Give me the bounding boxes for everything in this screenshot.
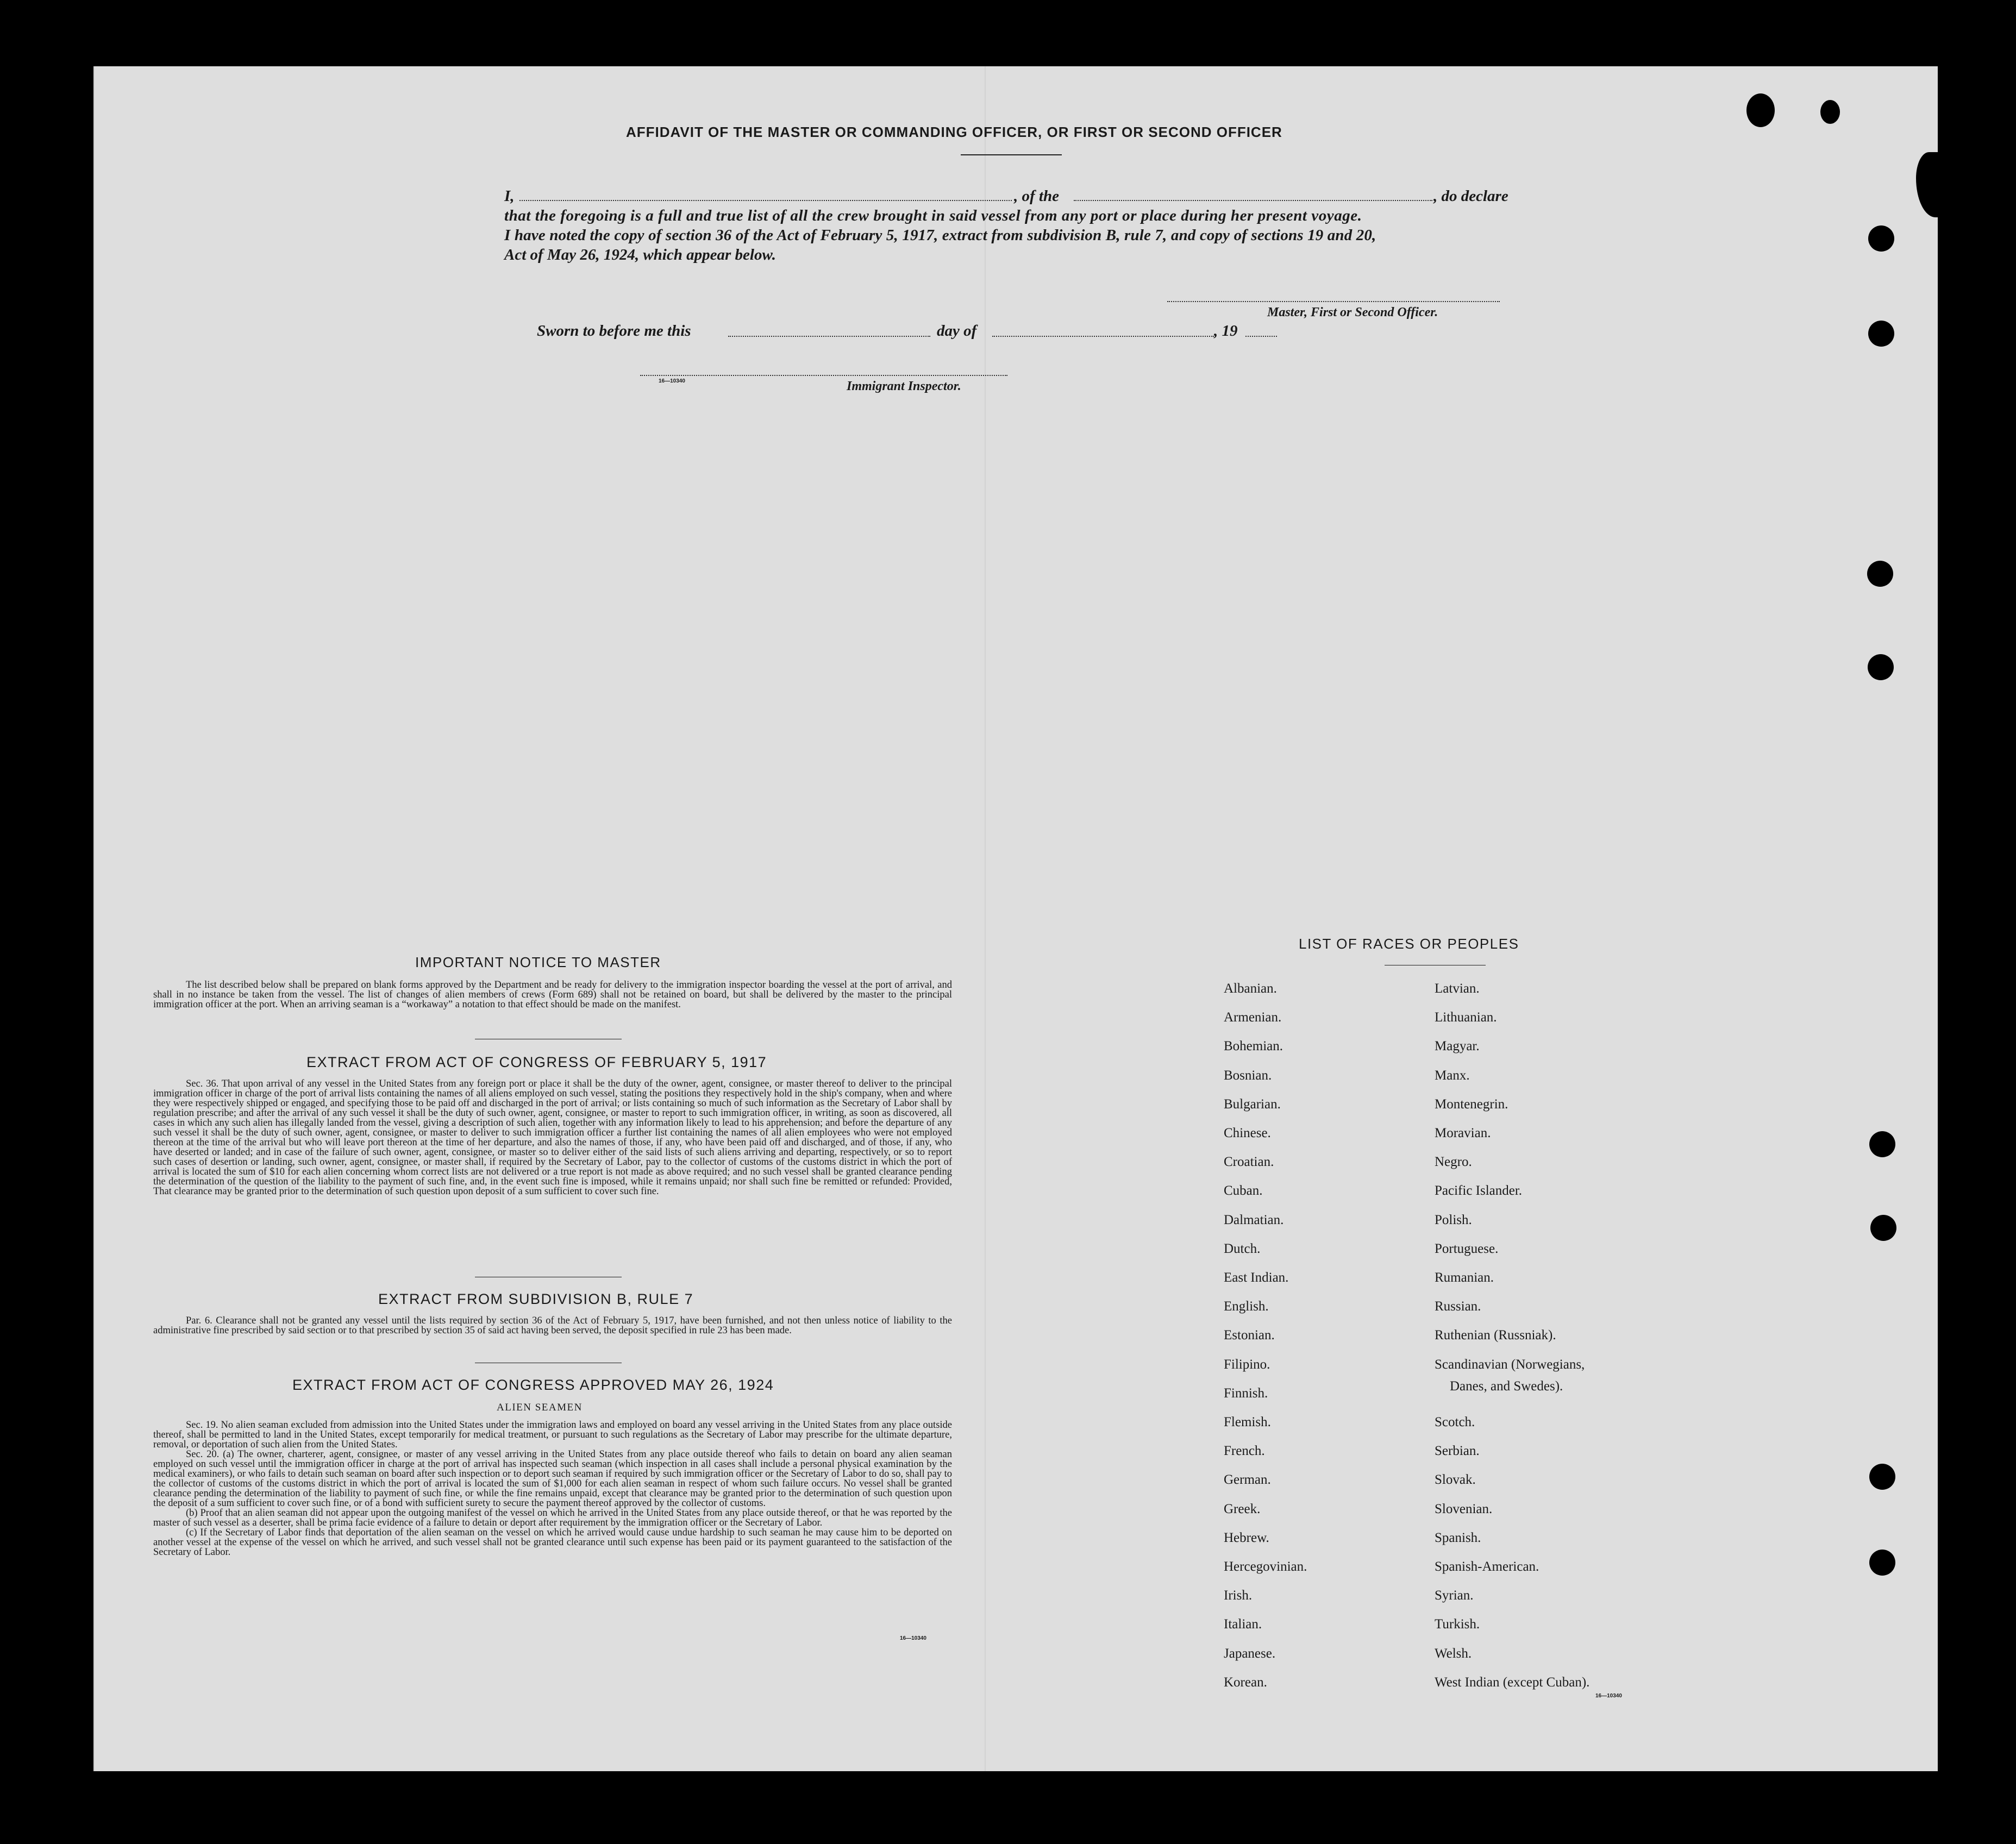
race-item: Slovenian. (1435, 1501, 1493, 1516)
section-20c-paragraph: (c) If the Secretary of Labor finds that deportation of the alien seaman on the vessel on which he arrived would cause undue hardship to such seaman he may cause him to be deported on another vessel at the expense of the vessel on which he arrived, and such vessel shall not be granted clearance until such expense has been paid or its payment guaranteed to the satisfaction of the Secretary of Labor. (153, 1527, 952, 1558)
race-item: Serbian. (1435, 1444, 1480, 1459)
extract-form-number: 16—10340 (900, 1635, 926, 1641)
race-item: Korean. (1224, 1674, 1267, 1690)
punch-hole (1867, 561, 1893, 587)
year-prefix: , 19 (1214, 322, 1238, 340)
race-item: Bohemian. (1224, 1039, 1284, 1054)
race-item: Ruthenian (Russniak). (1435, 1328, 1556, 1343)
race-item: Spanish. (1435, 1530, 1481, 1545)
master-signature-label: Master, First or Second Officer. (1267, 305, 1438, 319)
race-item: Negro. (1435, 1155, 1472, 1170)
punch-hole (1868, 654, 1894, 680)
race-item: Dalmatian. (1224, 1212, 1284, 1227)
name-blank (519, 200, 1012, 201)
race-item: Manx. (1435, 1068, 1470, 1083)
race-item: Bosnian. (1224, 1068, 1272, 1083)
section-36-paragraph: Sec. 36. That upon arrival of any vessel in the United States from any foreign port or place it shall be the duty of the owner, agent, consignee, or master thereof to deliver to the principal immigration officer in charge of the port of arrival lists containing the names of all aliens employed on such vessel, stating the positions they respectively hold in the ship's company, when and where they were respectively shipped or engaged, and specifying those to be paid off and discharged in the port of arrival; or lists containing so much of such information as the Secretary of Labor shall by regulation prescribe; and after the arrival of any such vessel it shall be the duty of such owner, agent, consignee, or master to report to such immigration officer, in writing, as soon as discovered, all cases in which any such alien has illegally landed from the vessel, giving a description of such alien, together with any information likely to lead to his apprehension; and before the departure of any such vessel it shall be the duty of such owner, agent, consignee, or master to deliver to such immigration officer a further list containing the names of all alien employees who were not employed thereon at the time of the arrival but who will leave port thereon at the time of her departure, and also the names of those, if any, who have been paid off and discharged, and of those, if any, who have deserted or landed; and in case of the failure of such owner, agent, consignee, or master so to deliver either of the said lists of such aliens arriving and departing, respectively, or so to report such cases of desertion or landing, such owner, agent, consignee, or master shall, if required by the Secretary of Labor, pay to the collector of customs of the customs district in which the port of arrival is located the sum of $10 for each alien concerning whom correct lists are not delivered or a true report is not made as above required; and no such vessel shall be granted clearance pending the determination of the question of the liability to the payment of such fine, and, in the event such fine is imposed, while it remains unpaid; nor shall such fine be remitted or refunded: Provided, That clearance may be granted prior to the determination of such question upon deposit of a sum sufficient to cover such fine. (153, 1078, 952, 1197)
race-item: Japanese. (1224, 1646, 1276, 1661)
race-item: Portuguese. (1435, 1241, 1499, 1256)
affidavit-line-4: Act of May 26, 1924, which appear below. (504, 246, 776, 264)
race-item: Spanish-American. (1435, 1559, 1539, 1574)
race-item: Croatian. (1224, 1155, 1274, 1170)
punch-hole (1868, 321, 1894, 347)
race-item: Magyar. (1435, 1039, 1480, 1054)
race-item: Chinese. (1224, 1126, 1271, 1140)
race-item: Greek. (1224, 1501, 1261, 1516)
fold-line (985, 66, 986, 1771)
title-rule (961, 154, 1062, 155)
alien-seamen-subtitle: ALIEN SEAMEN (497, 1402, 583, 1413)
race-item: Finnish. (1224, 1385, 1268, 1401)
sworn-text: Sworn to before me this (537, 322, 691, 340)
race-item: Lithuanian. (1435, 1010, 1497, 1025)
year-blank (1245, 336, 1277, 337)
punch-hole (1868, 225, 1894, 252)
race-item: Filipino. (1224, 1357, 1270, 1372)
vessel-blank (1074, 200, 1432, 201)
notice-text (153, 980, 952, 1009)
affidavit-line-2: that the foregoing is a full and true list of all the crew brought in said vessel from any port or place during her present voyage. (504, 207, 1362, 224)
race-item: Slovak. (1435, 1472, 1476, 1488)
race-item: Albanian. (1224, 981, 1277, 996)
race-item: Turkish. (1435, 1617, 1480, 1632)
affidavit-form-number: 16—10340 (659, 378, 685, 384)
race-item: Bulgarian. (1224, 1096, 1281, 1112)
races-title: LIST OF RACES OR PEOPLES (1299, 936, 1519, 952)
race-item: French. (1224, 1444, 1265, 1459)
race-item: Welsh. (1435, 1646, 1472, 1661)
notice-title: IMPORTANT NOTICE TO MASTER (415, 954, 661, 970)
section-19-paragraph: Sec. 19. No alien seaman excluded from admission into the United States under the immigration laws and employed on board any vessel arriving in the United States from any place outside thereof, shall be permitted to land in the United States, except temporarily for medical treatment, or pursuant to such regulations as the Secretary of Labor may prescribe for the ultimate departure, removal, or deportation of such alien from the United States. (153, 1420, 952, 1450)
section-20b-paragraph: (b) Proof that an alien seaman did not appear upon the outgoing manifest of the vessel on which he arrived in the United States from any place outside thereof, or that he was reported by the master of such vessel as a deserter, shall be prima facie evidence of a failure to detain or deport after requirement by the immigration officer or the Secretary of Labor. (153, 1508, 952, 1528)
race-item: Scotch. (1435, 1415, 1475, 1429)
race-item: Polish. (1435, 1212, 1472, 1227)
sworn-month-blank (992, 336, 1214, 337)
affidavit-line-3: I have noted the copy of section 36 of the Act of February 5, 1917, extract from subdivision B, rule 7, and copy of sections 19 and 20, (504, 227, 1376, 244)
section-20a-paragraph: Sec. 20. (a) The owner, charterer, agent, consignee, or master of any vessel arriving in the United States from any place outside thereof who fails to detain on board any alien seaman employed on such vessel until the immigration officer in charge at the port of arrival has inspected such seaman (which inspection in all cases shall include a personal physical examination by the medical examiners), or who fails to detain such seaman on board after such inspection or to deport such seaman if required by such immigration officer or the Secretary of Labor to do so, shall pay to the collector of customs of the customs district in which the port of arrival is located the sum of $1,000 for each alien seaman in respect of whom such failure occurs. No vessel shall be granted clearance pending the determination of the liability to payment of such fine, or while the fine remains unpaid, except that clearance may be granted prior to the determination of such question upon the deposit of a sum sufficient to cover such fine, or of a bond with sufficient surety to secure the payment thereof approved by the collector of customs. (153, 1449, 952, 1509)
race-item: Montenegrin. (1435, 1096, 1508, 1112)
rule-7-text (153, 1316, 952, 1335)
race-item: Flemish. (1224, 1415, 1271, 1429)
punch-hole (1869, 1464, 1895, 1490)
race-item: Hebrew. (1224, 1530, 1269, 1545)
races-form-number: 16—10340 (1595, 1693, 1622, 1699)
race-item: English. (1224, 1299, 1269, 1314)
punch-hole (1869, 1550, 1895, 1576)
race-item: Latvian. (1435, 981, 1480, 996)
race-item: Dutch. (1224, 1241, 1261, 1256)
extract-1917-text (153, 1079, 952, 1196)
race-item: Armenian. (1224, 1010, 1282, 1025)
race-item: Rumanian. (1435, 1270, 1494, 1285)
race-item: Italian. (1224, 1617, 1262, 1632)
race-item: Pacific Islander. (1435, 1183, 1523, 1199)
race-item: Hercegovinian. (1224, 1559, 1307, 1574)
ink-spot (1746, 93, 1775, 127)
race-item: East Indian. (1224, 1270, 1289, 1285)
race-item: German. (1224, 1472, 1271, 1488)
race-item: Russian. (1435, 1299, 1481, 1314)
affidavit-title: AFFIDAVIT OF THE MASTER OR COMMANDING OFFICER, OR FIRST OR SECOND OFFICER (626, 124, 1282, 140)
extract-1917-title: EXTRACT FROM ACT OF CONGRESS OF FEBRUARY 5, 1917 (306, 1054, 767, 1070)
day-of-text: day of (937, 322, 977, 340)
notice-paragraph: The list described below shall be prepared on blank forms approved by the Department and be ready for delivery to the immigration inspector boarding the vessel at the port of arrival, and shall in no instance be taken from the vessel. The list of changes of alien members of crews (Form 689) shall not be retained on board, but shall be delivered by the master to the principal immigration officer at the port. When an arriving seaman is a “workaway” a notation to that effect should be made on the manifest. (153, 980, 952, 1010)
race-item: Cuban. (1224, 1183, 1263, 1199)
race-item: Scandinavian (Norwegians, (1435, 1357, 1585, 1372)
extract-1924-title: EXTRACT FROM ACT OF CONGRESS APPROVED MAY 26, 1924 (292, 1377, 774, 1393)
affidavit-i: I, (504, 187, 515, 205)
rule-7-title: EXTRACT FROM SUBDIVISION B, RULE 7 (378, 1291, 694, 1307)
punch-hole (1869, 1131, 1895, 1157)
sworn-day-blank (728, 336, 930, 337)
race-item: Syrian. (1435, 1588, 1474, 1603)
race-item: Moravian. (1435, 1126, 1491, 1140)
punch-hole (1870, 1215, 1896, 1241)
race-item: Irish. (1224, 1588, 1253, 1603)
inspector-label: Immigrant Inspector. (847, 379, 961, 393)
extract-1924-text (153, 1420, 952, 1557)
race-item: Estonian. (1224, 1328, 1275, 1343)
paragraph-6: Par. 6. Clearance shall not be granted any vessel until the lists required by section 36 of the Act of February 5, 1917, have been furnished, and not then unless notice of liability to the administrative fine prescribed by said section or to that prescribed by section 35 of said act having been served, the deposit specified in rule 23 has been made. (153, 1315, 952, 1336)
race-item: West Indian (except Cuban). (1435, 1674, 1590, 1690)
race-scandinavian-continued: Danes, and Swedes). (1450, 1379, 1563, 1394)
ink-spot (1820, 100, 1840, 124)
affidavit-of-the: , of the (1014, 187, 1059, 205)
affidavit-declare: , do declare (1433, 187, 1508, 205)
